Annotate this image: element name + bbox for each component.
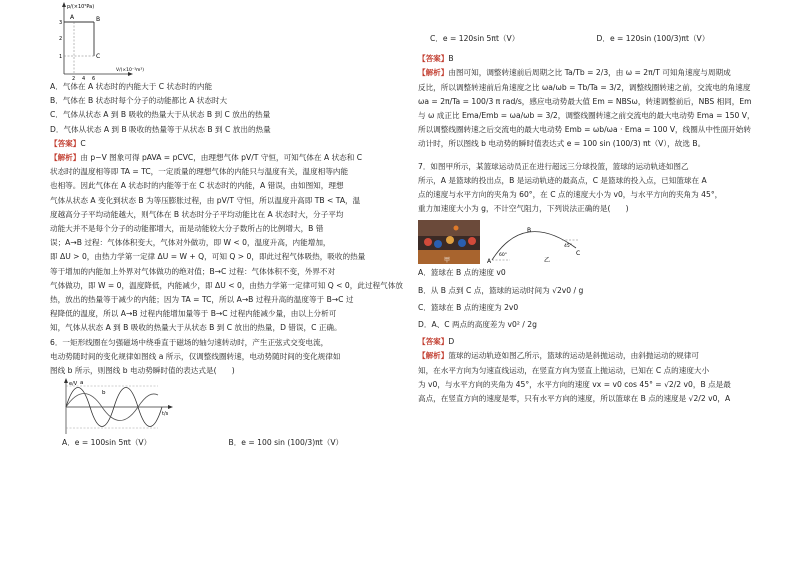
analysis-line: 知，气体从状态 A 到 B 吸收的热量大于从状态 B 到 C 放出的热量，D 错误，C 正确。	[50, 323, 342, 333]
analysis-line: 为 v0，与水平方向的夹角为 45°，水平方向的速度 vx = v0 cos 45° = √2/2 v0，B 点是最	[418, 379, 731, 389]
q6-option-b: B．e = 100 sin (100/3)πt（V）	[228, 438, 344, 448]
answer-row	[418, 335, 763, 349]
option-b: B．气体在 B 状态时每个分子的动能都比 A 状态时大	[50, 96, 228, 106]
question-6-line: 电动势随时间的变化规律如图线 a 所示，仅调整线圈转速，电动势随时间的变化规律如	[50, 351, 341, 361]
option-c: C．气体从状态 A 到 B 吸收的热量大于从状态 B 到 C 放出的热量	[50, 110, 271, 120]
answer-label: 【答案】	[418, 54, 449, 64]
analysis-line: 动能大并不是每个分子的动能都增大，而是动能较大分子数所占的比例增大，B 错	[50, 224, 324, 234]
wave-axis-e-label: e/V	[69, 381, 78, 388]
analysis-line: ωa = 2π/Ta = 100/3 π rad/s，感应电动势最大值 Em = NBSω，转速调整前后，NBS 相同，Em	[418, 96, 752, 106]
trajectory-point-b: B	[527, 227, 532, 235]
option-a: A．气体在 A 状态时的内能大于 C 状态时的内能	[50, 82, 213, 91]
trajectory-point-a: A	[487, 258, 492, 266]
analysis-line: 【解析】篮球的运动轨迹如图乙所示，篮球的运动是斜抛运动，由斜抛运动的规律可	[418, 351, 699, 361]
wave-axis-t-label: t/s	[162, 411, 169, 418]
analysis-label: 【解析】	[418, 351, 449, 361]
analysis-line: 状态时的温度相等即 TA = TC，一定质量的理想气体的内能只与温度有关，温度相等内能	[50, 167, 349, 177]
question-7-line: 所示，A 是篮球的投出点，B 是运动轨迹的最高点，C 是篮球的投入点，已知篮球在 A	[418, 175, 707, 185]
graph-point-c: C	[96, 53, 101, 60]
trajectory-angle-c: 45°	[564, 244, 572, 250]
analysis-line: 气体从状态 A 变化到状态 B 为等压膨胀过程，由 pV/T 守恒，所以温度升高即 TB < TA，温	[50, 195, 361, 205]
figure-label-yi: 乙	[544, 257, 551, 265]
wave-label-a: a	[80, 380, 84, 387]
analysis-line: 热，放出的热量等于减少的内能；因为 TA = TC，所以 A→B 过程升高的温度等于 B→C 过	[50, 295, 354, 305]
question-7-line: 7．如图甲所示，某篮球运动员正在进行超远三分球投篮，篮球的运动轨迹如图乙	[418, 161, 689, 171]
analysis-line: 与 ω 成正比 Ema/Emb = ωa/ωb = 3/2，调整线圈转速之前交流电的最大电动势 Ema = 150 V，	[418, 111, 755, 121]
graph-axis-y-label: p/(×10⁵Pa)	[67, 4, 95, 10]
analysis-line: 误；A→B 过程：气体体积变大，气体对外做功，即 W < 0，温度升高，内能增加，	[50, 238, 331, 248]
graph-axis-x-label: V/(×10⁻³m³)	[116, 68, 144, 73]
wave-label-b: b	[102, 390, 106, 397]
analysis-label: 【解析】	[50, 153, 81, 163]
q7-figures	[418, 220, 763, 264]
option-d: D．气体从状态 A 到 B 吸收的热量等于从状态 B 到 C 放出的热量	[50, 124, 271, 134]
answer-label: 【答案】	[418, 337, 449, 347]
graph-tick-x-4: 4	[82, 76, 86, 82]
analysis-line: 度越高分子平均动能越大，则气体在 B 状态时分子平均动能比在 A 状态时大，分子平均	[50, 209, 344, 219]
answer-value: D	[448, 337, 455, 347]
right-column	[418, 0, 763, 406]
q6-option-d: D．e = 120sin (100/3)πt（V）	[596, 34, 710, 43]
q6-option-c: C．e = 120sin 5πt（V）	[430, 34, 520, 43]
q7-option-a: A．篮球在 B 点的速度 v0	[418, 268, 506, 278]
graph-tick-x-6: 6	[92, 76, 96, 82]
question-6-line: 6．一矩形线圈在匀强磁场中绕垂直于磁场的轴匀速转动时，产生正弦式交变电流，	[50, 337, 329, 347]
analysis-line: 高点，在竖直方向的速度是零，只有水平方向的速度，所以篮球在 B 点的速度是 √2/2 v0，A	[418, 394, 731, 404]
analysis-line: 程降低的温度，所以 A→B 过程内能增加量等于 B→C 过程内能减少量，由以上分析可	[50, 309, 337, 319]
question-7-line: 点的速度与水平方向的夹角为 60°，在 C 点的速度大小为 v0，与水平方向的夹角为 45°，	[418, 190, 723, 200]
basketball-icon	[454, 226, 459, 231]
graph-point-a: A	[70, 14, 75, 21]
question-6-line: 图线 b 所示，则图线 b 电动势瞬时值的表达式是( )	[50, 366, 235, 376]
q6-options-row-1	[50, 436, 395, 450]
q7-option-d: D．A、C 两点的高度差为 v0² / 2g	[418, 320, 537, 330]
graph-tick-y-2: 2	[59, 36, 63, 42]
q6-options-row-2	[418, 32, 763, 46]
question-7-line: 重力加速度大小为 g，不计空气阻力，下列说法正确的是( )	[418, 204, 629, 214]
answer-row	[50, 137, 395, 151]
pv-graph	[50, 0, 144, 82]
trajectory-angle-a: 60°	[499, 253, 507, 259]
graph-tick-y-3: 3	[59, 20, 63, 26]
trajectory-diagram	[486, 220, 586, 264]
waveform-graph	[58, 378, 178, 436]
q7-option-b: B．从 B 点到 C 点，篮球的运动时间为 √2v0 / g	[418, 285, 584, 295]
answer-row	[418, 52, 763, 66]
analysis-line: 【解析】由 p−V 图象可得 pAVA = pCVC，由理想气体 pV/T 守恒，可知气体在 A 状态和 C	[50, 153, 363, 163]
answer-value: C	[80, 138, 86, 148]
analysis-label: 【解析】	[418, 68, 449, 78]
analysis-line: 也相等。因此气体在 A 状态时的内能等于在 C 状态时的内能，A 错误，由如图知，理想	[50, 181, 344, 191]
answer-label: 【答案】	[50, 138, 81, 148]
analysis-line: 【解析】由图可知，调整转速前后周期之比 Ta/Tb = 2/3，由 ω = 2π/T 可知角速度与周期成	[418, 68, 731, 78]
analysis-line: 所以调整线圈转速之后交流电的最大电动势 Emb = ωb/ωa · Ema = 100 V，线圈从中性面开始转	[418, 125, 751, 135]
left-column	[50, 0, 403, 450]
figure-label-jia: 甲	[444, 257, 451, 265]
graph-tick-y-1: 1	[59, 54, 63, 60]
answer-value: B	[448, 54, 454, 64]
analysis-line: 反比，所以调整转速前后角速度之比 ωa/ωb = Tb/Ta = 3/2，调整线圈转速之前，交流电的角速度	[418, 82, 751, 92]
analysis-line: 等于增加的内能加上外界对气体做功的绝对值；B→C 过程：气体体积不变，外界不对	[50, 266, 336, 276]
analysis-line: 即 ΔU > 0，由热力学第一定律 ΔU = W + Q，可知 Q > 0，即此过程气体吸热，吸收的热量	[50, 252, 366, 262]
graph-point-b: B	[96, 16, 101, 23]
trajectory-point-c: C	[576, 250, 581, 258]
q7-option-c: C．篮球在 B 点的速度为 2v0	[418, 302, 519, 312]
analysis-line: 气体做功，即 W = 0，温度降低，内能减少，即 ΔU < 0，由热力学第一定律可知 Q < 0，此过程气体放	[50, 280, 403, 290]
graph-tick-x-2: 2	[72, 76, 76, 82]
basketball-photo	[418, 220, 480, 264]
analysis-line: 知，在水平方向为匀速直线运动，在竖直方向为竖直上抛运动，已知在 C 点的速度大小	[418, 365, 710, 375]
analysis-line: 动计时，所以图线 b 电动势的瞬时值表达式 e = 100 sin (100/3) πt（V），故选 B。	[418, 139, 706, 149]
q6-option-a: A．e = 100sin 5πt（V）	[62, 438, 152, 448]
